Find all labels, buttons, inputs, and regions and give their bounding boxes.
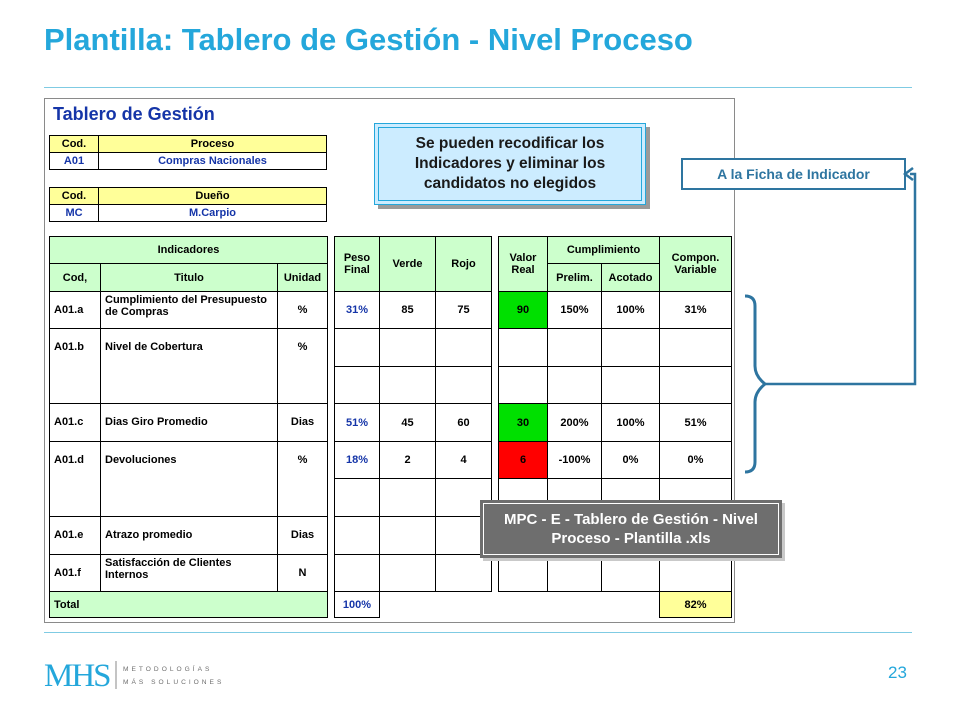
- row-prelim: 150%: [547, 291, 602, 329]
- logo-line2: MÁS SOLUCIONES: [123, 679, 225, 686]
- row-titulo: Satisfacción de Clientes Internos: [100, 554, 278, 592]
- cumplimiento-header: Cumplimiento: [547, 236, 660, 264]
- row-verde: [379, 478, 436, 517]
- row-cod: A01.a: [49, 291, 101, 329]
- row-acotado: 100%: [601, 403, 660, 442]
- logo-line1: METODOLOGÍAS: [123, 666, 213, 673]
- row-peso: [334, 328, 380, 367]
- col-unidad-header: Unidad: [277, 263, 328, 292]
- row-acotado: [601, 328, 660, 367]
- row-rojo: 4: [435, 441, 492, 479]
- page-number: 23: [888, 663, 907, 682]
- connector-line: [765, 174, 915, 384]
- row-peso: 51%: [334, 403, 380, 442]
- row-prelim: [547, 366, 602, 404]
- col-cod-header: Cod,: [49, 263, 101, 292]
- row-unidad: %: [277, 291, 328, 329]
- row-unidad: %: [277, 328, 328, 404]
- slide-title: Plantilla: Tablero de Gestión - Nivel Proceso: [44, 22, 693, 57]
- row-titulo: Devoluciones: [100, 441, 278, 517]
- col-peso-header: Peso Final: [334, 236, 380, 292]
- row-unidad: N: [277, 554, 328, 592]
- total-label: Total: [49, 591, 328, 618]
- row-acotado: [601, 366, 660, 404]
- row-peso: 18%: [334, 441, 380, 479]
- row-cod: A01.b: [49, 328, 101, 404]
- total-compon: 82%: [659, 591, 732, 618]
- col-rojo-header: Rojo: [435, 236, 492, 292]
- row-compon: 31%: [659, 291, 732, 329]
- row-verde: [379, 366, 436, 404]
- row-compon: [659, 328, 732, 367]
- row-acotado: 0%: [601, 441, 660, 479]
- col-compon-header: Compon. Variable: [659, 236, 732, 292]
- col-valor-header: Valor Real: [498, 236, 548, 292]
- logo-mark: MHS: [44, 658, 110, 694]
- row-compon: 51%: [659, 403, 732, 442]
- row-compon: [659, 554, 732, 592]
- row-acotado: 100%: [601, 291, 660, 329]
- recode-callout: Se pueden recodificar los Indicadores y eliminar los candidatos no elegidos: [374, 123, 646, 205]
- mhs-logo: [44, 655, 244, 695]
- row-valor: [498, 366, 548, 404]
- col-prelim-header: Prelim.: [547, 263, 602, 292]
- row-valor: [498, 328, 548, 367]
- row-valor: 6: [498, 441, 548, 479]
- proceso-cod: A01: [49, 152, 99, 170]
- row-prelim: 200%: [547, 403, 602, 442]
- col-titulo-header: Titulo: [100, 263, 278, 292]
- row-prelim: -100%: [547, 441, 602, 479]
- row-peso: [334, 554, 380, 592]
- row-valor: [498, 554, 548, 592]
- total-peso: 100%: [334, 591, 380, 618]
- row-valor: 30: [498, 403, 548, 442]
- row-cod: A01.c: [49, 403, 101, 442]
- row-rojo: 75: [435, 291, 492, 329]
- row-compon: [659, 366, 732, 404]
- row-cod: A01.e: [49, 516, 101, 555]
- row-peso: [334, 516, 380, 555]
- top-rule: [44, 87, 912, 88]
- row-verde: 45: [379, 403, 436, 442]
- row-verde: [379, 554, 436, 592]
- dueno-name: M.Carpio: [98, 204, 327, 222]
- bottom-rule: [44, 632, 912, 633]
- dueno-name-header: Dueño: [98, 187, 327, 205]
- row-rojo: 60: [435, 403, 492, 442]
- col-acotado-header: Acotado: [601, 263, 660, 292]
- row-peso: 31%: [334, 291, 380, 329]
- sheet-heading: Tablero de Gestión: [53, 104, 215, 124]
- row-peso: [334, 478, 380, 517]
- proceso-name-header: Proceso: [98, 135, 327, 153]
- row-titulo: Dias Giro Promedio: [100, 403, 278, 442]
- row-prelim: [547, 328, 602, 367]
- indicator-sheet-link[interactable]: A la Ficha de Indicador: [681, 158, 906, 190]
- row-verde: 2: [379, 441, 436, 479]
- row-rojo: [435, 554, 492, 592]
- row-titulo: Cumplimiento del Presupuesto de Compras: [100, 291, 278, 329]
- row-unidad: Dias: [277, 516, 328, 555]
- proceso-cod-header: Cod.: [49, 135, 99, 153]
- row-unidad: Dias: [277, 403, 328, 442]
- row-rojo: [435, 328, 492, 367]
- row-verde: 85: [379, 291, 436, 329]
- connector-bracket: [735, 160, 925, 480]
- row-cod: A01.f: [49, 554, 101, 592]
- row-compon: 0%: [659, 441, 732, 479]
- row-peso: [334, 366, 380, 404]
- dueno-cod-header: Cod.: [49, 187, 99, 205]
- proceso-name: Compras Nacionales: [98, 152, 327, 170]
- col-verde-header: Verde: [379, 236, 436, 292]
- dueno-cod: MC: [49, 204, 99, 222]
- row-cod: A01.d: [49, 441, 101, 517]
- file-callout: MPC - E - Tablero de Gestión - Nivel Proceso - Plantilla .xls: [480, 500, 782, 558]
- row-titulo: Nivel de Cobertura: [100, 328, 278, 404]
- indicadores-header: Indicadores: [49, 236, 328, 264]
- row-acotado: [601, 554, 660, 592]
- row-verde: [379, 328, 436, 367]
- row-unidad: %: [277, 441, 328, 517]
- curly-brace-shape: [745, 296, 765, 472]
- row-verde: [379, 516, 436, 555]
- row-rojo: [435, 366, 492, 404]
- row-titulo: Atrazo promedio: [100, 516, 278, 555]
- row-prelim: [547, 554, 602, 592]
- row-valor: 90: [498, 291, 548, 329]
